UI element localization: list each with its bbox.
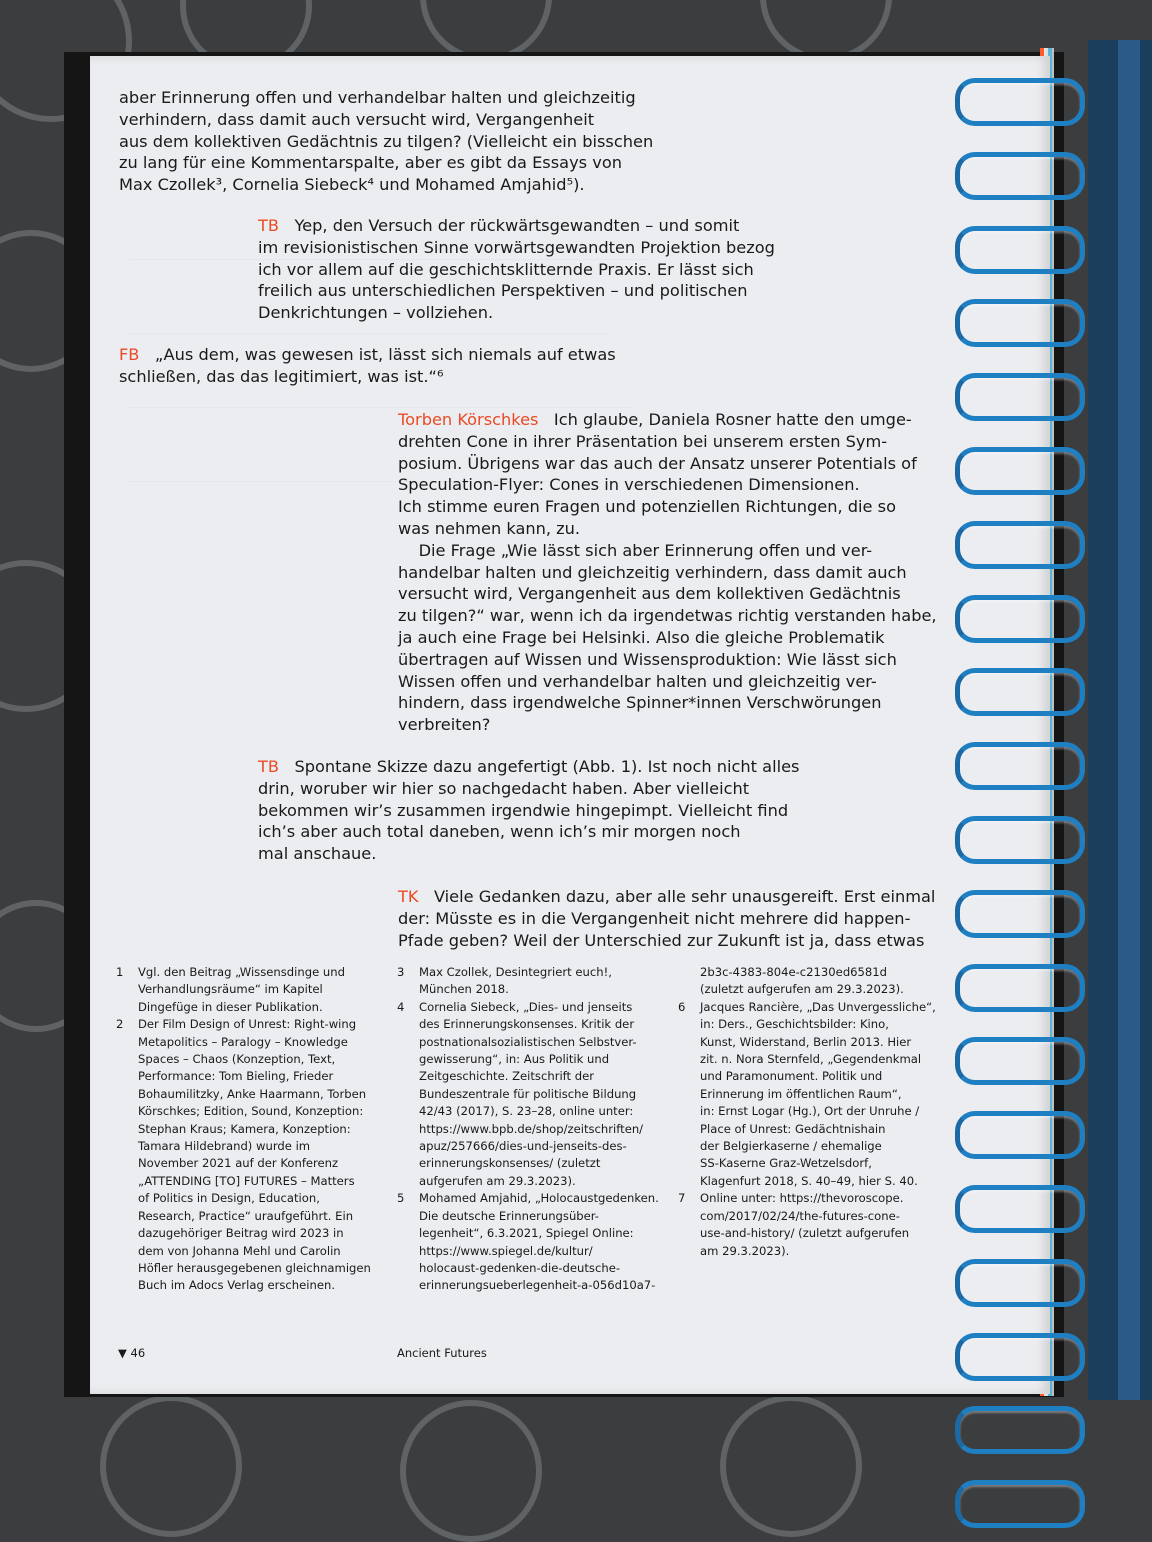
- footnote-text: dem von Johanna Mehl und Carolin: [138, 1243, 341, 1258]
- text-line: ich vor allem auf die geschichtsklitternde Praxis. Er lässt sich: [258, 259, 754, 279]
- footnote-text: com/2017/02/24/the-futures-cone-: [700, 1208, 900, 1223]
- footnote-line[interactable]: [397, 1121, 667, 1138]
- text-line: drehten Cone in ihrer Präsentation bei unserem ersten Sym-: [398, 431, 888, 451]
- footnote-text: Kunst, Widerstand, Berlin 2013. Hier: [700, 1034, 912, 1049]
- footnotes-column-2: [397, 964, 667, 1295]
- binding-coil: [955, 447, 1085, 495]
- footnote-line: [397, 1260, 667, 1277]
- binding-spine-highlight: [1118, 40, 1140, 1400]
- text-run: Spontane Skizze dazu angefertigt (Abb. 1). Ist noch nicht alles: [294, 757, 800, 776]
- background-circle: [720, 1395, 862, 1537]
- footnote-line: [678, 1121, 938, 1138]
- footnote-text: Performance: Tom Bieling, Frieder: [138, 1069, 334, 1084]
- footnote-text: „ATTENDING [TO] FUTURES – Matters: [138, 1173, 355, 1188]
- text-line: Max Czollek³, Cornelia Siebeck⁴ und Mohamed Amjahid⁵).: [119, 175, 585, 195]
- speaker-tag: TB: [258, 757, 279, 776]
- footnote-line: [116, 1208, 386, 1225]
- footnote-line: [397, 1190, 667, 1207]
- speaker-tag: TK: [398, 887, 419, 906]
- footnote-text: Mohamed Amjahid, „Holocaustgedenken.: [419, 1191, 659, 1206]
- footnote-text: und Paramonument. Politik und: [700, 1069, 883, 1084]
- footnote-line: [116, 1243, 386, 1260]
- footnote-line: [397, 1277, 667, 1294]
- page-footer: [118, 1346, 145, 1360]
- text-line: posium. Übrigens war das auch der Ansatz unserer Potentials of: [398, 453, 917, 473]
- footnote-line: [397, 981, 667, 998]
- footnote-number: 6: [678, 999, 686, 1014]
- footnote-text: holocaust-gedenken-die-deutsche-: [419, 1260, 621, 1275]
- footnote-text: https://www.spiegel.de/kultur/: [419, 1243, 593, 1258]
- footnote-line: [116, 1225, 386, 1242]
- footnote-text: Verhandlungsräume“ im Kapitel: [138, 982, 323, 997]
- paragraph-1: [119, 87, 653, 196]
- footnote-text: Erinnerung im öffentlichen Raum“,: [700, 1086, 902, 1101]
- footnote-text: Höfler herausgegebenen gleichnamigen: [138, 1260, 371, 1275]
- text-line: freilich aus unterschiedlichen Perspektiven – und politischen: [258, 281, 748, 301]
- binding-coil: [955, 373, 1085, 421]
- footnote-line: [678, 999, 938, 1016]
- paragraph-6: [398, 886, 935, 951]
- footnote-text: Körschkes; Edition, Sound, Konzeption:: [138, 1104, 364, 1119]
- footnote-text: (zuletzt aufgerufen am 29.3.2023).: [700, 982, 904, 997]
- footnote-line: [397, 1051, 667, 1068]
- text-line: was nehmen kann, zu.: [398, 518, 581, 538]
- footnote-line: [397, 999, 667, 1016]
- footnote-text: Cornelia Siebeck, „Dies- und jenseits: [419, 999, 633, 1014]
- speaker-tag: Torben Körschkes: [398, 410, 539, 429]
- text-line: der: Müsste es in die Vergangenheit nicht mehrere did happen-: [398, 908, 911, 928]
- footnote-line: [397, 1225, 667, 1242]
- footnote-line: [678, 1155, 938, 1172]
- footnote-number: 2: [116, 1017, 124, 1032]
- footnote-text: postnationalsozialistischen Selbstver-: [419, 1034, 637, 1049]
- background-circle: [100, 1395, 242, 1537]
- footnote-number: 7: [678, 1191, 686, 1206]
- footnote-text: in: Ernst Logar (Hg.), Ort der Unruhe /: [700, 1104, 920, 1119]
- footnote-line: [397, 1016, 667, 1033]
- footnote-line: [397, 1138, 667, 1155]
- footnote-text: Zeitgeschichte. Zeitschrift der: [419, 1069, 595, 1084]
- binding-coil: [955, 1037, 1085, 1085]
- text-line: ich’s aber auch total daneben, wenn ich’s mir morgen noch: [258, 822, 741, 842]
- footnote-line: [116, 1190, 386, 1207]
- footnote-text: Tamara Hildebrand) wurde im: [138, 1139, 311, 1154]
- text-run: Ich glaube, Daniela Rosner hatte den umge-: [553, 410, 912, 429]
- text-line: übertragen auf Wissen und Wissensproduktion: Wie lässt sich: [398, 649, 897, 669]
- footnote-line: [116, 1016, 386, 1033]
- footnote-line: [678, 1103, 938, 1120]
- binding-coil: [955, 668, 1085, 716]
- footnote-line: [397, 1068, 667, 1085]
- footnote-text: Vgl. den Beitrag „Wissensdinge und: [138, 965, 345, 979]
- text-line: zu tilgen?“ war, wenn ich da irgendetwas richtig verstanden habe,: [398, 606, 937, 626]
- footnote-number: 1: [116, 965, 124, 979]
- footnote-number: 5: [397, 1191, 405, 1206]
- footnote-line: [678, 1068, 938, 1085]
- page: [90, 56, 1050, 1394]
- text-line: Wissen offen und verhandelbar halten und gleichzeitig ver-: [398, 671, 877, 691]
- text-line: verhindern, dass damit auch versucht wird, Vergangenheit: [119, 109, 595, 129]
- footnote-number: 3: [397, 965, 405, 979]
- binding-coil: [955, 1259, 1085, 1307]
- footnote-line: [678, 1086, 938, 1103]
- text-run: „Aus dem, was gewesen ist, lässt sich niemals auf etwas: [154, 345, 616, 364]
- footnote-text: use-and-history/ (zuletzt aufgerufen: [700, 1226, 910, 1241]
- footnote-text: Bohaumilitzky, Anke Haarmann, Torben: [138, 1086, 367, 1101]
- binding-coil: [955, 1480, 1085, 1528]
- footnote-text: of Politics in Design, Education,: [138, 1191, 320, 1206]
- footnote-line: [678, 1190, 938, 1207]
- footnotes-column-1: [116, 964, 386, 1295]
- footnote-text: dazugehöriger Beitrag wird 2023 in: [138, 1226, 344, 1241]
- footnote-text: Buch im Adocs Verlag erscheinen.: [138, 1278, 336, 1293]
- text-line: Speculation-Flyer: Cones in verschiedenen Dimensionen.: [398, 475, 860, 495]
- speaker-tag: FB: [119, 345, 140, 364]
- footnotes-column-3: [678, 964, 938, 1260]
- footnote-text: Research, Practice“ uraufgeführt. Ein: [138, 1208, 354, 1223]
- footnote-line: [678, 981, 938, 998]
- text-line: [258, 756, 799, 778]
- footnote-line: [116, 1138, 386, 1155]
- binding-coil: [955, 742, 1085, 790]
- text-line: bekommen wir’s zusammen irgendwie hingepimpt. Vielleicht find: [258, 800, 789, 820]
- binding-coil: [955, 1406, 1085, 1454]
- footnote-line: [116, 1260, 386, 1277]
- paragraph-2: [258, 215, 775, 324]
- footnote-text: 42/43 (2017), S. 23–28, online unter:: [419, 1104, 634, 1119]
- footnote-line: [397, 1155, 667, 1172]
- footnote-line: [397, 1034, 667, 1051]
- background-circle: [400, 1400, 542, 1542]
- text-line: hindern, dass irgendwelche Spinner*innen Verschwörungen: [398, 693, 882, 713]
- footnote-text: Stephan Kraus; Kamera, Konzeption:: [138, 1121, 351, 1136]
- footnote-number: 4: [397, 999, 405, 1014]
- page-marker-icon: ▼: [118, 1346, 127, 1360]
- footnote-line: [678, 1016, 938, 1033]
- text-line: drin, woruber wir hier so nachgedacht haben. Aber vielleicht: [258, 778, 750, 798]
- text-line: aus dem kollektiven Gedächtnis zu tilgen? (Vielleicht ein bisschen: [119, 131, 654, 151]
- text-line: mal anschaue.: [258, 844, 377, 864]
- page-number: 46: [130, 1346, 146, 1360]
- text-line: [258, 215, 775, 237]
- binding-coil: [955, 299, 1085, 347]
- footnote-text: erinnerungskonsenses/ (zuletzt: [419, 1156, 601, 1171]
- footnote-text: Metapolitics – Paralogy – Knowledge: [138, 1034, 348, 1049]
- footnote-line[interactable]: [397, 1243, 667, 1260]
- footnote-text: aufgerufen am 29.3.2023).: [419, 1173, 576, 1188]
- text-line: im revisionistischen Sinne vorwärtsgewandten Projektion bezog: [258, 237, 775, 257]
- footnote-line: [116, 1155, 386, 1172]
- binding-coil: [955, 78, 1085, 126]
- text-line: Ich stimme euren Fragen und potenziellen Richtungen, die so: [398, 497, 896, 517]
- footnote-text: des Erinnerungskonsenses. Kritik der: [419, 1017, 635, 1032]
- footnote-line: [678, 1034, 938, 1051]
- paragraph-3: [119, 344, 616, 388]
- footnote-line: [678, 1051, 938, 1068]
- footnote-line: [397, 1208, 667, 1225]
- footnote-text: in: Ders., Geschichtsbilder: Kino,: [700, 1017, 889, 1032]
- footnote-line: [116, 1086, 386, 1103]
- footnote-line: [116, 964, 386, 981]
- footnote-line: [678, 1208, 938, 1225]
- footnote-line: [397, 1086, 667, 1103]
- footnote-text: Max Czollek, Desintegriert euch!,: [419, 965, 612, 979]
- binding-coil: [955, 964, 1085, 1012]
- text-line: Pfade geben? Weil der Unterschied zur Zukunft ist ja, dass etwas: [398, 930, 925, 950]
- footnote-text: erinnerungsueberlegenheit-a-056d10a7-: [419, 1278, 656, 1293]
- footnote-line: [678, 1243, 938, 1260]
- text-line: handelbar halten und gleichzeitig verhindern, dass damit auch: [398, 562, 907, 582]
- footnote-line: [116, 1034, 386, 1051]
- footnote-line: [116, 999, 386, 1016]
- footnote-line: [678, 964, 938, 981]
- text-line: [119, 344, 616, 366]
- footnote-text: SS-Kaserne Graz-Wetzelsdorf,: [700, 1156, 872, 1171]
- speaker-tag: TB: [258, 216, 279, 235]
- footnote-line: [397, 1173, 667, 1190]
- footnote-line: [116, 1051, 386, 1068]
- footnote-text: Jacques Rancière, „Das Unvergessliche“,: [700, 999, 936, 1014]
- footnote-line: [397, 964, 667, 981]
- footnote-line: [116, 1121, 386, 1138]
- text-line: ja auch eine Frage bei Helsinki. Also die gleiche Problematik: [398, 627, 885, 647]
- binding-coil: [955, 1333, 1085, 1381]
- binding-coil: [955, 1111, 1085, 1159]
- footnote-line: [116, 981, 386, 998]
- footnote-text: der Belgierkaserne / ehemalige: [700, 1139, 882, 1154]
- footnote-text: gewisserung“, in: Aus Politik und: [419, 1052, 610, 1067]
- text-line: schließen, das das legitimiert, was ist.“⁶: [119, 366, 444, 386]
- text-run: Yep, den Versuch der rückwärtsgewandten – und somit: [294, 216, 740, 235]
- footnote-text: Dingefüge in dieser Publikation.: [138, 999, 323, 1014]
- footnote-line: [678, 1138, 938, 1155]
- footnote-text: Die deutsche Erinnerungsüber-: [419, 1208, 599, 1223]
- footnote-text: legenheit“, 6.3.2021, Spiegel Online:: [419, 1226, 634, 1241]
- binding-coil: [955, 1185, 1085, 1233]
- footnote-text: Der Film Design of Unrest: Right-wing: [138, 1017, 357, 1032]
- text-line: [398, 886, 935, 908]
- footnote-text: https://www.bpb.de/shop/zeitschriften/: [419, 1121, 644, 1136]
- text-line: Die Frage „Wie lässt sich aber Erinnerung offen und ver-: [398, 540, 873, 560]
- binding-coil: [955, 890, 1085, 938]
- footnote-text: Place of Unrest: Gedächtnishain: [700, 1121, 886, 1136]
- footnote-text: zit. n. Nora Sternfeld, „Gegendenkmal: [700, 1052, 922, 1067]
- footnote-text: 2b3c-4383-804e-c2130ed6581d: [700, 965, 888, 979]
- text-line: zu lang für eine Kommentarspalte, aber es gibt da Essays von: [119, 153, 622, 173]
- footnote-line: [116, 1068, 386, 1085]
- footnote-text: Spaces – Chaos (Konzeption, Text,: [138, 1052, 336, 1067]
- footnote-line: [116, 1103, 386, 1120]
- footnote-line: [116, 1173, 386, 1190]
- footnote-text: München 2018.: [419, 982, 509, 997]
- binding-coil: [955, 595, 1085, 643]
- text-line: versucht wird, Vergangenheit aus dem kollektiven Gedächtnis: [398, 584, 901, 604]
- footnote-text: Online unter: https://thevoroscope.: [700, 1191, 904, 1206]
- footnote-line: [678, 1225, 938, 1242]
- running-title: Ancient Futures: [397, 1346, 487, 1360]
- binding-coil: [955, 226, 1085, 274]
- paragraph-4: [398, 409, 937, 736]
- binding-coil: [955, 816, 1085, 864]
- footnote-text: November 2021 auf der Konferenz: [138, 1156, 339, 1171]
- footnote-text: Bundeszentrale für politische Bildung: [419, 1086, 637, 1101]
- text-line: [398, 409, 937, 431]
- text-line: verbreiten?: [398, 715, 491, 735]
- footnote-line: [397, 1103, 667, 1120]
- footnote-line: [116, 1277, 386, 1294]
- footnote-line: [678, 1173, 938, 1190]
- binding-coil: [955, 152, 1085, 200]
- binding-coil: [955, 521, 1085, 569]
- text-line: aber Erinnerung offen und verhandelbar halten und gleichzeitig: [119, 88, 636, 107]
- text-run: Viele Gedanken dazu, aber alle sehr unausgereift. Erst einmal: [433, 887, 936, 906]
- paragraph-5: [258, 756, 799, 865]
- footnote-text: apuz/257666/dies-und-jenseits-des-: [419, 1139, 627, 1154]
- footnote-text: Klagenfurt 2018, S. 40–49, hier S. 40.: [700, 1173, 918, 1188]
- footnote-text: am 29.3.2023).: [700, 1243, 790, 1258]
- text-line: Denkrichtungen – vollziehen.: [258, 303, 494, 323]
